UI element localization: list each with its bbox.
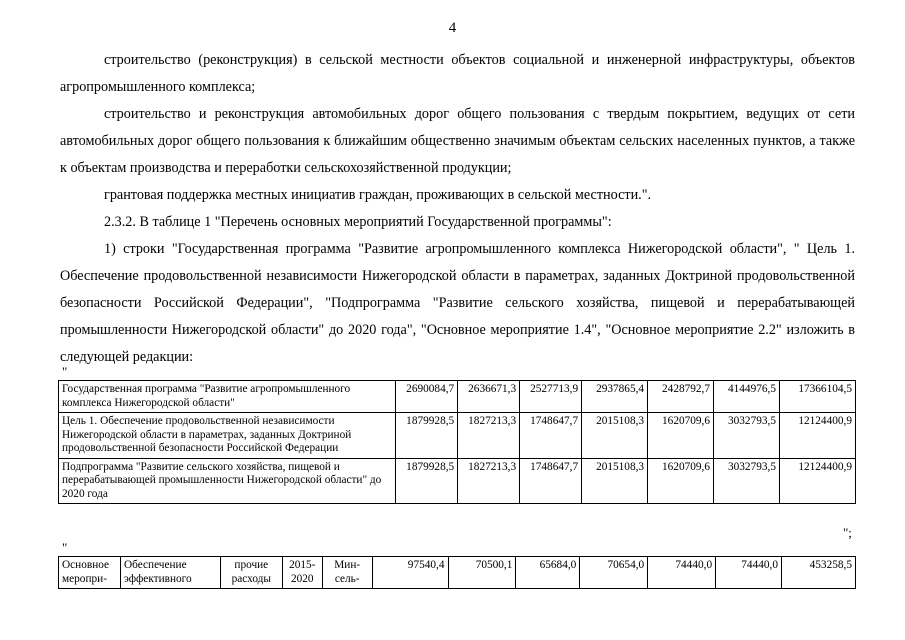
value-cell: 1827213,3 bbox=[458, 458, 520, 504]
expense-type-cell: прочие расходы bbox=[220, 557, 282, 589]
table-row bbox=[59, 413, 856, 459]
value-cell: 2636671,3 bbox=[458, 381, 520, 413]
activity-detail-table bbox=[58, 556, 856, 589]
value-cell: 65684,0 bbox=[516, 557, 580, 589]
value-cell: 2015108,3 bbox=[582, 413, 648, 459]
value-cell: 2428792,7 bbox=[648, 381, 714, 413]
value-cell: 1748647,7 bbox=[520, 413, 582, 459]
table-row bbox=[59, 458, 856, 504]
paragraph-rows-instruction: 1) строки "Государственная программа "Развитие агропромышленного комплекса Нижегородской области", " Цель 1. Обеспечение продовольственной независимости Нижегородской области в параметрах, заданных Доктриной продовольственной безопасности Российской Федерации", "Подпрограмма "Развитие сельского хозяйства, пищевой и перерабатывающей промышленности Нижегородской области" до 2020 года", "Основное мероприятие 1.4", "Основное мероприятие 2.2" изложить в следующей редакции: bbox=[60, 241, 855, 365]
value-cell: 2527713,9 bbox=[520, 381, 582, 413]
value-cell: 17366104,5 bbox=[779, 381, 855, 413]
paragraph-table-heading: 2.3.2. В таблице 1 "Перечень основных мероприятий Государственной программы": bbox=[104, 214, 612, 230]
closing-quote: "; bbox=[843, 525, 852, 540]
activity-type-cell: Основное меропри- bbox=[59, 557, 121, 589]
value-cell: 2937865,4 bbox=[582, 381, 648, 413]
value-cell: 12124400,9 bbox=[779, 458, 855, 504]
row-label: Государственная программа "Развитие агропромышленного комплекса Нижегородской области" bbox=[59, 381, 396, 413]
value-cell: 2015108,3 bbox=[582, 458, 648, 504]
paragraph-construction: строительство (реконструкция) в сельской местности объектов социальной и инженерной инфраструктуры, объектов агропромышленного комплекса; bbox=[60, 52, 855, 95]
executor-cell: Мин-сель- bbox=[322, 557, 372, 589]
row-label: Цель 1. Обеспечение продовольственной независимости Нижегородской области в параметрах, заданных Доктриной продовольственной безопасности Российской Федерации bbox=[59, 413, 396, 459]
value-cell: 2690084,7 bbox=[396, 381, 458, 413]
opening-quote-second: " bbox=[62, 540, 68, 555]
program-summary-table bbox=[58, 380, 856, 504]
table-row bbox=[59, 557, 856, 589]
paragraph-roads: строительство и реконструкция автомобильных дорог общего пользования с твердым покрытием, ведущих от сети автомобильных дорог общего пользования к ближайшим общественно значимым объектам сельских населенных пунктов, а также к объектам производства и переработки сельскохозяйственной продукции; bbox=[60, 106, 855, 176]
value-cell: 1879928,5 bbox=[396, 413, 458, 459]
activity-name-cell: Обеспечение эффективного bbox=[120, 557, 220, 589]
value-cell: 97540,4 bbox=[372, 557, 448, 589]
value-cell: 453258,5 bbox=[782, 557, 856, 589]
value-cell: 4144976,5 bbox=[714, 381, 780, 413]
value-cell: 12124400,9 bbox=[779, 413, 855, 459]
period-cell: 2015-2020 bbox=[282, 557, 322, 589]
value-cell: 74440,0 bbox=[648, 557, 716, 589]
value-cell: 74440,0 bbox=[716, 557, 782, 589]
page-number: 4 bbox=[448, 20, 457, 36]
value-cell: 3032793,5 bbox=[714, 458, 780, 504]
value-cell: 1620709,6 bbox=[648, 413, 714, 459]
row-label: Подпрограмма "Развитие сельского хозяйства, пищевой и перерабатывающей промышленности Нижегородской области" до 2020 года bbox=[59, 458, 396, 504]
value-cell: 1620709,6 bbox=[648, 458, 714, 504]
table-row bbox=[59, 381, 856, 413]
paragraph-grants: грантовая поддержка местных инициатив граждан, проживающих в сельской местности.". bbox=[104, 187, 652, 203]
value-cell: 1827213,3 bbox=[458, 413, 520, 459]
value-cell: 3032793,5 bbox=[714, 413, 780, 459]
value-cell: 70654,0 bbox=[580, 557, 648, 589]
value-cell: 1748647,7 bbox=[520, 458, 582, 504]
opening-quote: " bbox=[62, 364, 68, 379]
value-cell: 70500,1 bbox=[448, 557, 516, 589]
value-cell: 1879928,5 bbox=[396, 458, 458, 504]
